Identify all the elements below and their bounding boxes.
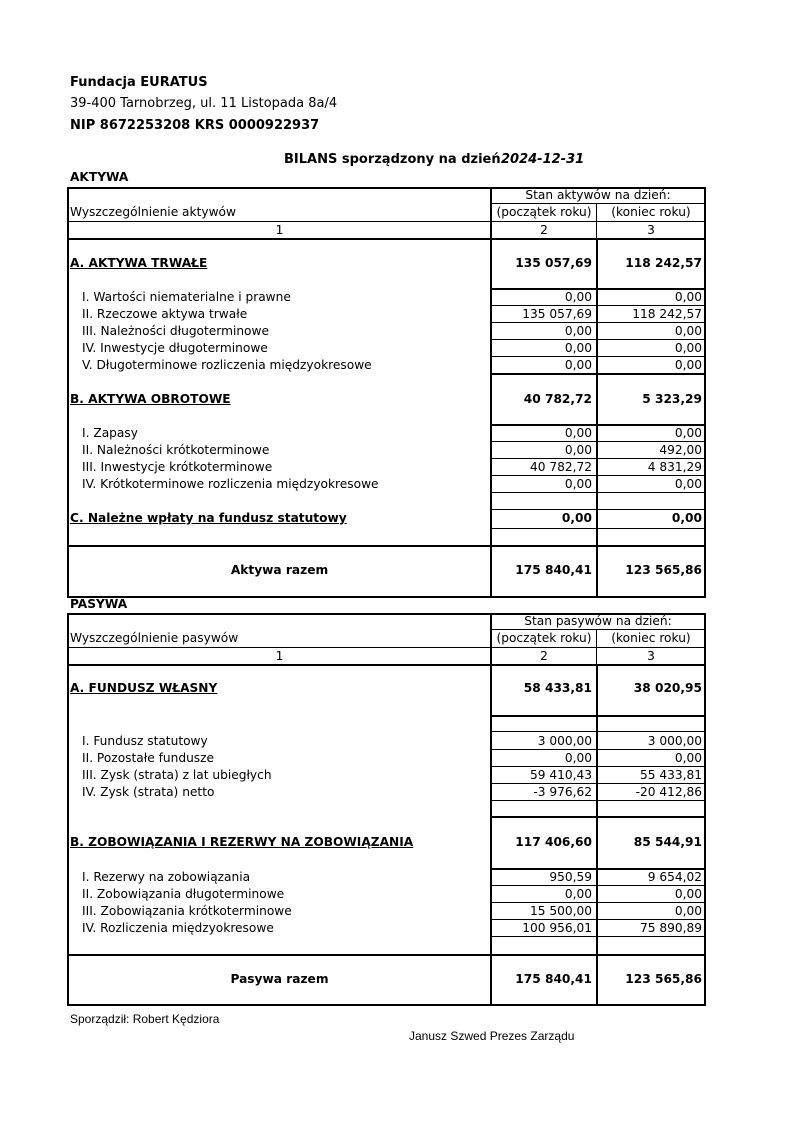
pasywa-state-header: Stan pasywów na dzień: bbox=[524, 614, 672, 628]
table-row-label: I. Zapasy bbox=[82, 426, 138, 440]
aktywa-start-header: (początek roku) bbox=[496, 205, 592, 219]
org-ids: NIP 8672253208 KRS 0000922937 bbox=[70, 118, 320, 133]
pasywa-col-num-1: 1 bbox=[275, 649, 284, 663]
table-row-end: 4 831,29 bbox=[647, 460, 702, 474]
table-row-end: -20 412,86 bbox=[635, 785, 702, 799]
pasywa-start-header: (początek roku) bbox=[496, 631, 592, 645]
aktywa-b-end: 5 323,29 bbox=[642, 392, 702, 406]
aktywa-col-num-1: 1 bbox=[275, 223, 284, 237]
table-row-start: 15 500,00 bbox=[529, 904, 592, 918]
table-row-start: 0,00 bbox=[564, 443, 592, 457]
prepared-by: Sporządził: Robert Kędziora bbox=[70, 1012, 220, 1026]
table-row-end: 75 890,89 bbox=[639, 921, 702, 935]
pasywa-a-start: 58 433,81 bbox=[523, 681, 592, 695]
pasywa-total-start: 175 840,41 bbox=[515, 972, 592, 986]
table-row-label: III. Zobowiązania krótkoterminowe bbox=[82, 904, 292, 918]
table-row-label: III. Należności długoterminowe bbox=[82, 324, 269, 338]
table-row-end: 0,00 bbox=[674, 477, 702, 491]
table-row-label: II. Pozostałe fundusze bbox=[82, 751, 215, 765]
aktywa-end-header: (koniec roku) bbox=[611, 205, 691, 219]
pasywa-total-label: Pasywa razem bbox=[230, 972, 329, 986]
pasywa-section-title: PASYWA bbox=[70, 597, 128, 611]
pasywa-a-end: 38 020,95 bbox=[633, 681, 702, 695]
table-row-label: I. Rezerwy na zobowiązania bbox=[82, 870, 251, 884]
pasywa-col-header: Wyszczególnienie pasywów bbox=[70, 631, 239, 645]
aktywa-c-start: 0,00 bbox=[561, 511, 592, 525]
table-row-end: 3 000,00 bbox=[647, 734, 702, 748]
table-row-end: 0,00 bbox=[674, 358, 702, 372]
table-row-label: II. Zobowiązania długoterminowe bbox=[82, 887, 285, 901]
table-row-end: 0,00 bbox=[674, 887, 702, 901]
table-row-start: -3 976,62 bbox=[533, 785, 592, 799]
table-row-label: IV. Zysk (strata) netto bbox=[82, 785, 215, 799]
pasywa-col-num-3: 3 bbox=[647, 649, 655, 663]
pasywa-b-label: B. ZOBOWIĄZANIA I REZERWY NA ZOBOWIĄZANIA bbox=[70, 835, 414, 849]
table-row-label: III. Zysk (strata) z lat ubiegłych bbox=[82, 768, 272, 782]
table-row-label: I. Fundusz statutowy bbox=[82, 734, 208, 748]
pasywa-col-num-2: 2 bbox=[540, 649, 548, 663]
table-row-end: 0,00 bbox=[674, 904, 702, 918]
table-row-end: 0,00 bbox=[674, 290, 702, 304]
table-row-end: 492,00 bbox=[659, 443, 702, 457]
aktywa-state-header: Stan aktywów na dzień: bbox=[525, 188, 671, 202]
table-row-start: 0,00 bbox=[564, 751, 592, 765]
table-row-start: 950,59 bbox=[549, 870, 592, 884]
table-row-start: 0,00 bbox=[564, 324, 592, 338]
table-row-label: III. Inwestycje krótkoterminowe bbox=[82, 460, 273, 474]
table-row-start: 0,00 bbox=[564, 426, 592, 440]
table-row-start: 3 000,00 bbox=[537, 734, 592, 748]
table-row-start: 0,00 bbox=[564, 477, 592, 491]
table-row-start: 0,00 bbox=[564, 887, 592, 901]
aktywa-b-label: B. AKTYWA OBROTOWE bbox=[70, 392, 231, 406]
table-row-start: 135 057,69 bbox=[522, 307, 592, 321]
org-address: 39-400 Tarnobrzeg, ul. 11 Listopada 8a/4 bbox=[70, 96, 338, 111]
table-row-start: 0,00 bbox=[564, 290, 592, 304]
table-row-label: IV. Rozliczenia międzyokresowe bbox=[82, 921, 274, 935]
pasywa-b-end: 85 544,91 bbox=[633, 835, 702, 849]
table-row-label: I. Wartości niematerialne i prawne bbox=[82, 290, 291, 304]
aktywa-a-label: A. AKTYWA TRWAŁE bbox=[70, 256, 208, 270]
doc-title: BILANS sporządzony na dzień bbox=[284, 152, 501, 167]
aktywa-total-start: 175 840,41 bbox=[515, 563, 592, 577]
table-row-end: 0,00 bbox=[674, 751, 702, 765]
table-row-end: 0,00 bbox=[674, 426, 702, 440]
aktywa-col-header: Wyszczególnienie aktywów bbox=[70, 205, 236, 219]
pasywa-a-label: A. FUNDUSZ WŁASNY bbox=[70, 681, 218, 695]
table-row-end: 0,00 bbox=[674, 341, 702, 355]
table-row-label: V. Długoterminowe rozliczenia międzyokresowe bbox=[82, 358, 372, 372]
table-row-label: IV. Krótkoterminowe rozliczenia międzyokresowe bbox=[82, 477, 379, 491]
aktywa-c-label: C. Należne wpłaty na fundusz statutowy bbox=[70, 511, 347, 525]
table-row-end: 0,00 bbox=[674, 324, 702, 338]
table-row-label: II. Rzeczowe aktywa trwałe bbox=[82, 307, 248, 321]
doc-date: 2024-12-31 bbox=[501, 152, 585, 167]
org-name: Fundacja EURATUS bbox=[70, 75, 208, 90]
pasywa-end-header: (koniec roku) bbox=[611, 631, 691, 645]
table-row-end: 118 242,57 bbox=[632, 307, 702, 321]
aktywa-a-end: 118 242,57 bbox=[625, 256, 702, 270]
aktywa-c-end: 0,00 bbox=[671, 511, 702, 525]
aktywa-col-num-3: 3 bbox=[647, 223, 655, 237]
table-row-end: 55 433,81 bbox=[639, 768, 702, 782]
pasywa-total-end: 123 565,86 bbox=[625, 972, 702, 986]
table-row-start: 40 782,72 bbox=[529, 460, 592, 474]
signature: Janusz Szwed Prezes Zarządu bbox=[409, 1029, 575, 1043]
aktywa-a-start: 135 057,69 bbox=[515, 256, 592, 270]
aktywa-b-start: 40 782,72 bbox=[523, 392, 592, 406]
table-row-start: 100 956,01 bbox=[522, 921, 592, 935]
aktywa-total-end: 123 565,86 bbox=[625, 563, 702, 577]
table-row-end: 9 654,02 bbox=[647, 870, 702, 884]
aktywa-col-num-2: 2 bbox=[540, 223, 548, 237]
table-row-start: 0,00 bbox=[564, 341, 592, 355]
table-row-start: 0,00 bbox=[564, 358, 592, 372]
aktywa-total-label: Aktywa razem bbox=[230, 563, 329, 577]
table-row-label: II. Należności krótkoterminowe bbox=[82, 443, 270, 457]
aktywa-section-title: AKTYWA bbox=[70, 170, 129, 184]
table-row-label: IV. Inwestycje długoterminowe bbox=[82, 341, 268, 355]
table-row-start: 59 410,43 bbox=[529, 768, 592, 782]
pasywa-b-start: 117 406,60 bbox=[515, 835, 592, 849]
